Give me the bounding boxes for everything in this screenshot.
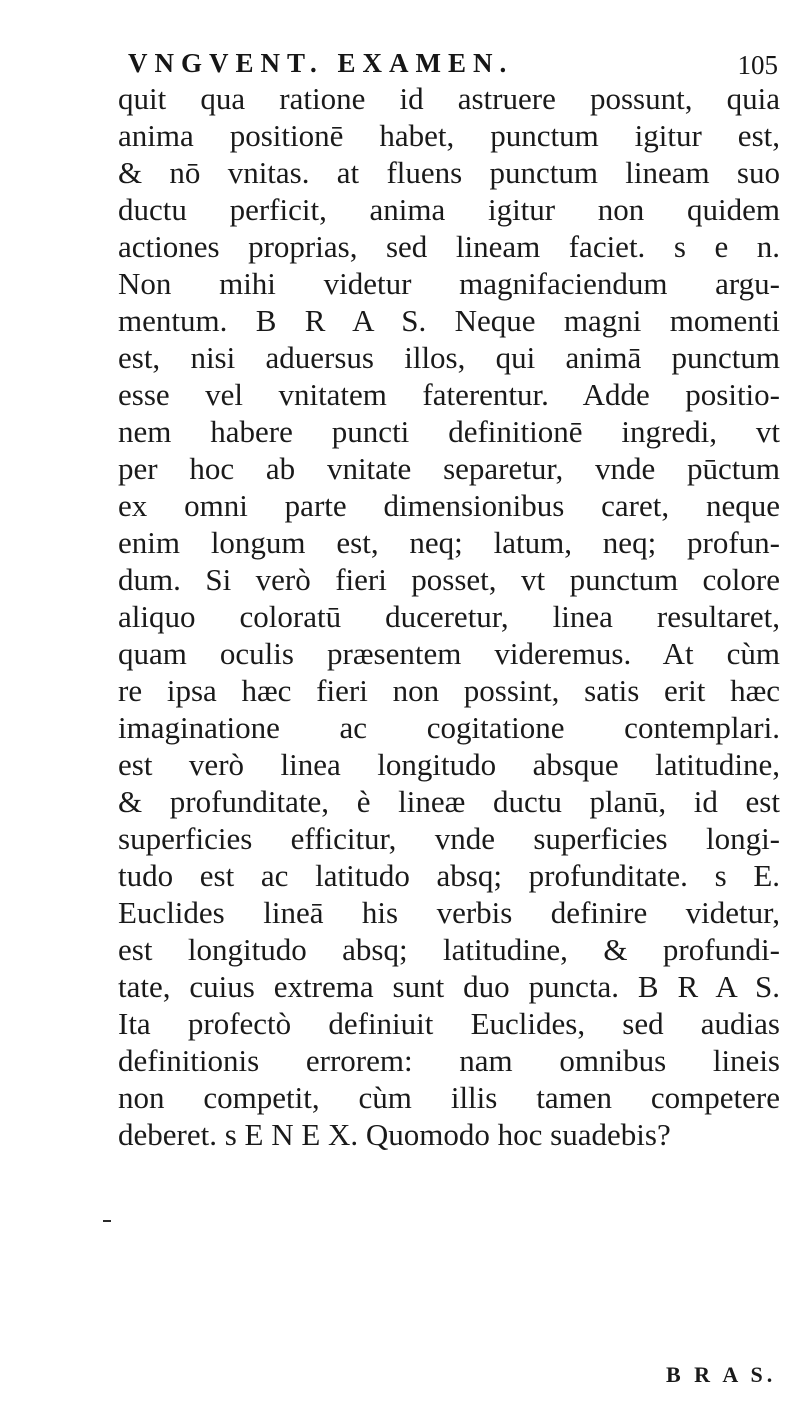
text-line-16: quam oculis præsentem videremus. At cùm: [118, 636, 780, 671]
text-line-6: Non mihi videtur magnifaciendum argu-: [118, 266, 780, 301]
text-line-14: dum. Si verò fieri posset, vt punctum colore: [118, 562, 780, 597]
text-line-28: non competit, cùm illis tamen competere: [118, 1080, 780, 1115]
text-line-5: actiones proprias, sed lineam faciet. s e n.: [118, 229, 780, 264]
text-line-8: est, nisi aduersus illos, qui animā punctum: [118, 340, 780, 375]
text-line-25: tate, cuius extrema sunt duo puncta. B R A S.: [118, 969, 780, 1004]
page-number: 105: [737, 50, 778, 80]
text-line-23: Euclides lineā his verbis definire videtur,: [118, 895, 780, 930]
running-title: VNGVENT. EXAMEN.: [128, 48, 514, 78]
text-line-9: esse vel vnitatem faterentur. Adde positio-: [118, 377, 780, 412]
text-line-19: est verò linea longitudo absque latitudine,: [118, 747, 780, 782]
text-line-7: mentum. B R A S. Neque magni momenti: [118, 303, 780, 338]
text-line-29: deberet. s E N E X. Quomodo hoc suadebis?: [118, 1117, 671, 1152]
text-line-18: imaginatione ac cogitatione contemplari.: [118, 710, 780, 745]
text-line-20: & profunditate, è lineæ ductu planū, id est: [118, 784, 780, 819]
margin-dash-mark: [103, 1220, 111, 1222]
text-line-26: Ita profectò definiuit Euclides, sed audias: [118, 1006, 780, 1041]
text-line-3: & nō vnitas. at fluens punctum lineam suo: [118, 155, 780, 190]
text-line-4: ductu perficit, anima igitur non quidem: [118, 192, 780, 227]
text-line-13: enim longum est, neq; latum, neq; profun-: [118, 525, 780, 560]
text-line-11: per hoc ab vnitate separetur, vnde pūctum: [118, 451, 780, 486]
text-line-1: quit qua ratione id astruere possunt, quia: [118, 81, 780, 116]
text-line-12: ex omni parte dimensionibus caret, neque: [118, 488, 780, 523]
catchword: B R A S.: [666, 1362, 777, 1387]
text-line-21: superficies efficitur, vnde superficies longi-: [118, 821, 780, 856]
text-line-10: nem habere puncti definitionē ingredi, vt: [118, 414, 780, 449]
text-line-15: aliquo coloratū duceretur, linea resultaret,: [118, 599, 780, 634]
text-line-17: re ipsa hæc fieri non possint, satis erit hæc: [118, 673, 780, 708]
text-line-2: anima positionē habet, punctum igitur est,: [118, 118, 780, 153]
text-line-27: definitionis errorem: nam omnibus lineis: [118, 1043, 780, 1078]
text-line-24: est longitudo absq; latitudine, & profundi-: [118, 932, 780, 967]
text-line-22: tudo est ac latitudo absq; profunditate. s E.: [118, 858, 780, 893]
text-body: [118, 80, 780, 1153]
